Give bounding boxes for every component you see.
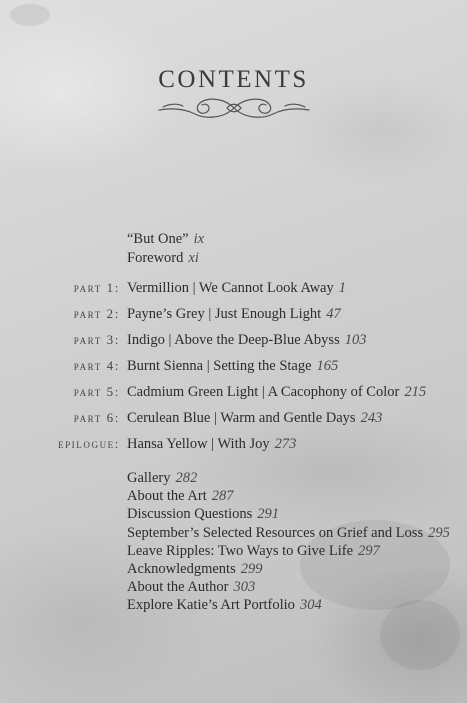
entry-page-number: 165 xyxy=(316,358,339,374)
entry-title: “But One” xyxy=(127,231,189,247)
entry-title: Foreword xyxy=(127,250,184,266)
part-label: part 1: xyxy=(73,280,120,295)
entry-title: Payne’s Grey | Just Enough Light xyxy=(127,306,322,322)
entry-title: Gallery xyxy=(127,470,171,486)
entry-title: Leave Ripples: Two Ways to Give Life xyxy=(127,542,354,559)
entry-page-number: 282 xyxy=(175,470,198,486)
entry-title: Cerulean Blue | Warm and Gentle Days xyxy=(127,410,356,426)
entry-page-number: 304 xyxy=(299,597,322,614)
toc-entry xyxy=(127,305,341,323)
page-title: CONTENTS xyxy=(158,66,309,93)
toc-entry xyxy=(127,279,346,297)
part-label: part 5: xyxy=(73,384,120,399)
entry-page-number: 287 xyxy=(211,488,234,505)
entry-page-number: 1 xyxy=(338,280,346,296)
entry-title: Hansa Yellow | With Joy xyxy=(127,436,270,452)
entry-title: Explore Katie’s Art Portfolio xyxy=(127,597,295,614)
flourish-ornament-icon xyxy=(153,94,315,122)
part-label: epilogue: xyxy=(57,436,120,451)
entry-title: Acknowledgments xyxy=(127,561,236,577)
toc-entry xyxy=(127,230,204,248)
entry-page-number: 295 xyxy=(428,524,450,541)
paper-stain xyxy=(10,4,50,26)
part-label: part 4: xyxy=(73,358,120,373)
toc-entry xyxy=(127,409,382,427)
entry-page-number: 103 xyxy=(344,332,367,348)
entry-page-number: 303 xyxy=(233,579,256,596)
entry-page-number: ix xyxy=(193,231,205,247)
entry-title: Discussion Questions xyxy=(127,506,253,523)
entry-page-number: 215 xyxy=(404,384,427,400)
toc-entry xyxy=(127,560,262,578)
entry-title: Vermillion | We Cannot Look Away xyxy=(127,280,334,296)
toc-entry xyxy=(127,249,199,267)
part-label: part 6: xyxy=(73,410,120,425)
entry-page-number: 47 xyxy=(326,306,341,322)
entry-page-number: 243 xyxy=(360,410,383,426)
entry-title: September’s Selected Resources on Grief and Loss xyxy=(127,524,424,541)
entry-title: About the Art xyxy=(127,488,207,505)
toc-entry xyxy=(127,542,380,560)
part-label: part 2: xyxy=(73,306,120,321)
toc-entry xyxy=(127,578,255,596)
part-label: part 3: xyxy=(73,332,120,347)
entry-title: Indigo | Above the Deep-Blue Abyss xyxy=(127,332,340,348)
entry-page-number: 291 xyxy=(257,506,280,523)
entry-title: Cadmium Green Light | A Cacophony of Color xyxy=(127,384,400,400)
entry-title: Burnt Sienna | Setting the Stage xyxy=(127,358,312,374)
entry-page-number: xi xyxy=(188,250,199,266)
entry-title: About the Author xyxy=(127,579,229,596)
toc-entry xyxy=(127,331,366,349)
toc-entry xyxy=(127,505,279,523)
toc-entry xyxy=(127,596,322,614)
toc-entry xyxy=(127,524,450,542)
entry-page-number: 273 xyxy=(274,436,297,452)
toc-entry xyxy=(127,435,296,453)
toc-entry xyxy=(127,357,338,375)
toc-entry xyxy=(127,469,197,487)
entry-page-number: 297 xyxy=(358,542,380,559)
entry-page-number: 299 xyxy=(240,561,263,577)
toc-entry xyxy=(127,383,426,401)
toc-entry xyxy=(127,487,234,505)
paper-stain xyxy=(380,600,460,670)
